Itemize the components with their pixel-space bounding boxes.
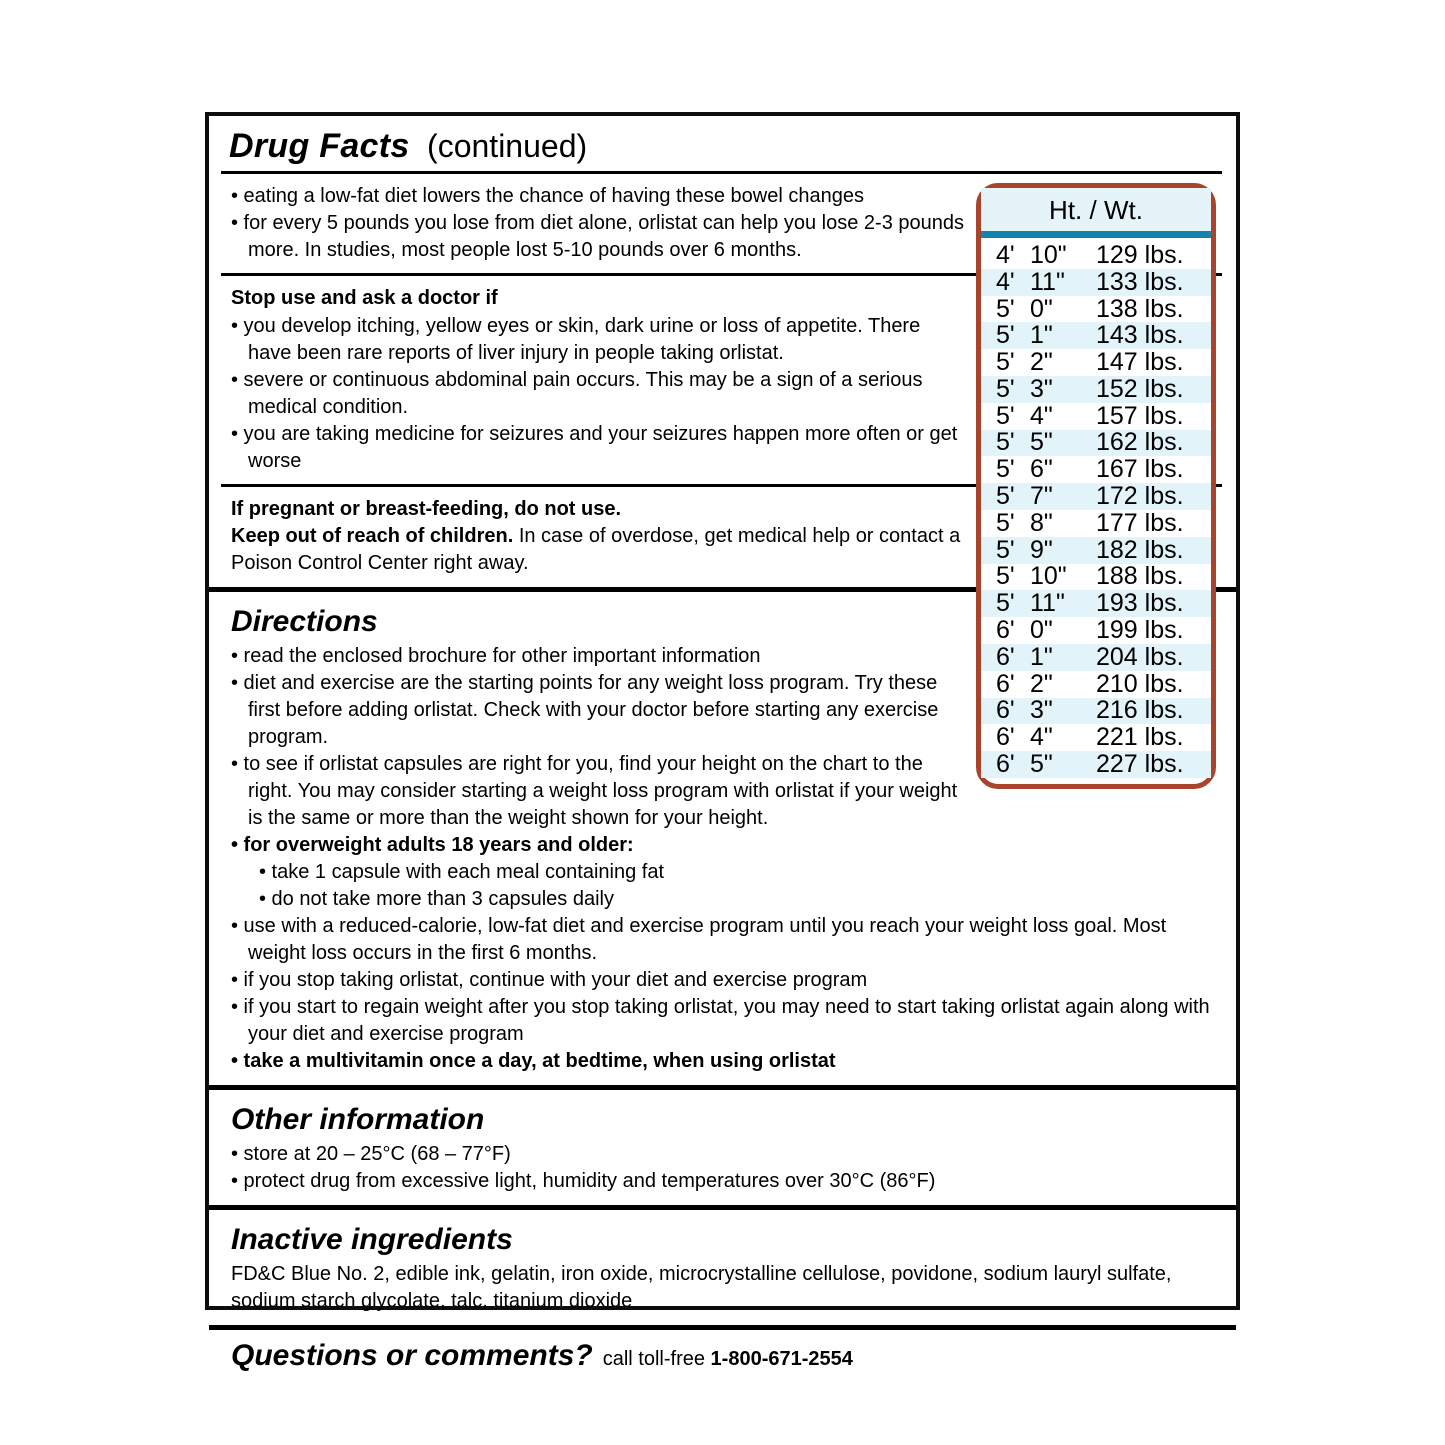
height-inches: 11" [1030, 267, 1065, 296]
height-inches: 6" [1030, 455, 1053, 484]
drug-facts-continued: (continued) [427, 128, 588, 164]
height-inches: 0" [1030, 294, 1053, 323]
height-feet: 5' [996, 348, 1015, 377]
inactive-ingredients-heading: Inactive ingredients [231, 1223, 513, 1256]
bullet-item: • read the enclosed brochure for other important information [231, 645, 761, 667]
table-row [981, 644, 1211, 671]
section-questions [209, 1336, 1236, 1381]
height-inches: 3" [1030, 696, 1053, 725]
label-title [209, 116, 1236, 167]
height-feet: 6' [996, 696, 1015, 725]
other-information-heading: Other information [231, 1103, 485, 1136]
section-inactive-ingredients [209, 1216, 1236, 1319]
section-other-information [209, 1096, 1236, 1199]
bullet-item: • take a multivitamin once a day, at bedtime, when using orlistat [231, 1050, 836, 1072]
weight-value: 216 lbs. [1096, 696, 1184, 725]
height-feet: 5' [996, 428, 1015, 457]
bullet-item: • severe or continuous abdominal pain occurs. This may be a sign of a serious medical condition. [231, 369, 923, 418]
bullet-item: • you are taking medicine for seizures and your seizures happen more often or get worse [231, 423, 958, 472]
inactive-ingredients-text: FD&C Blue No. 2, edible ink, gelatin, iron oxide, microcrystalline cellulose, povidone, sodium lauryl sulfate, sodium starch glycolate, talc, titanium dioxide [231, 1263, 1172, 1312]
table-row [981, 322, 1211, 349]
weight-value: 188 lbs. [1096, 562, 1184, 591]
weight-value: 177 lbs. [1096, 508, 1184, 537]
height-inches: 10" [1030, 240, 1067, 269]
height-inches: 10" [1030, 562, 1067, 591]
weight-value: 157 lbs. [1096, 401, 1184, 430]
height-weight-chart-rule [981, 231, 1211, 238]
height-weight-chart-header: Ht. / Wt. [981, 188, 1211, 231]
weight-value: 129 lbs. [1096, 240, 1184, 269]
bullet-item: • for every 5 pounds you lose from diet alone, orlistat can help you lose 2-3 pounds more. In studies, most people lost 5-10 pounds over 6 months. [231, 212, 964, 261]
height-inches: 4" [1030, 401, 1053, 430]
weight-value: 172 lbs. [1096, 482, 1184, 511]
height-inches: 2" [1030, 669, 1053, 698]
height-feet: 5' [996, 535, 1015, 564]
height-inches: 2" [1030, 348, 1053, 377]
pregnancy-warning: If pregnant or breast-feeding, do not use. [231, 498, 622, 520]
weight-value: 167 lbs. [1096, 455, 1184, 484]
weight-value: 143 lbs. [1096, 321, 1184, 350]
section-divider [209, 1205, 1236, 1210]
height-feet: 6' [996, 750, 1015, 779]
drug-facts-label [205, 112, 1240, 1372]
weight-value: 193 lbs. [1096, 589, 1184, 618]
weight-value: 133 lbs. [1096, 267, 1184, 296]
height-inches: 1" [1030, 321, 1053, 350]
bullet-item: • diet and exercise are the starting points for any weight loss program. Try these first before adding orlistat. Check with your doctor before starting any exercise program. [231, 672, 939, 748]
height-feet: 4' [996, 240, 1015, 269]
height-inches: 3" [1030, 374, 1053, 403]
height-feet: 5' [996, 482, 1015, 511]
height-feet: 5' [996, 321, 1015, 350]
questions-heading: Questions or comments? [231, 1339, 593, 1372]
weight-value: 147 lbs. [1096, 348, 1184, 377]
height-feet: 5' [996, 455, 1015, 484]
height-feet: 5' [996, 401, 1015, 430]
bullet-item: • you develop itching, yellow eyes or skin, dark urine or loss of appetite. There have been rare reports of liver injury in people taking orlistat. [231, 315, 921, 364]
table-row [981, 456, 1211, 483]
height-feet: 5' [996, 374, 1015, 403]
height-feet: 4' [996, 267, 1015, 296]
children-warning-text: In case of overdose, get medical help or contact a Poison Control Center right away. [231, 525, 961, 574]
height-feet: 5' [996, 589, 1015, 618]
table-row [981, 617, 1211, 644]
height-feet: 5' [996, 294, 1015, 323]
table-row [981, 698, 1211, 725]
table-row [981, 724, 1211, 751]
sub-bullet-item: • do not take more than 3 capsules daily [259, 888, 614, 910]
weight-value: 152 lbs. [1096, 374, 1184, 403]
directions-heading: Directions [231, 605, 378, 638]
table-row [981, 376, 1211, 403]
height-feet: 6' [996, 642, 1015, 671]
drug-facts-title: Drug Facts [229, 127, 410, 165]
height-feet: 6' [996, 669, 1015, 698]
section-divider [209, 1325, 1236, 1330]
other-information-bullet-list [231, 1141, 1220, 1195]
table-row [981, 590, 1211, 617]
questions-phone-number: 1-800-671-2554 [710, 1348, 853, 1370]
bullet-item: • if you stop taking orlistat, continue with your diet and exercise program [231, 969, 868, 991]
height-inches: 11" [1030, 589, 1065, 618]
table-row [981, 751, 1211, 778]
weight-value: 221 lbs. [1096, 723, 1184, 752]
bullet-item: • eating a low-fat diet lowers the chance of having these bowel changes [231, 185, 864, 207]
table-row [981, 564, 1211, 591]
height-weight-rows [981, 238, 1211, 784]
weight-value: 138 lbs. [1096, 294, 1184, 323]
weight-value: 199 lbs. [1096, 616, 1184, 645]
sub-bullet-item: • take 1 capsule with each meal containing fat [259, 861, 665, 883]
table-row [981, 671, 1211, 698]
height-weight-chart [976, 183, 1216, 789]
height-inches: 8" [1030, 508, 1053, 537]
questions-text: call toll-free [602, 1348, 711, 1370]
table-row [981, 242, 1211, 269]
table-row [981, 483, 1211, 510]
height-inches: 4" [1030, 723, 1053, 752]
height-feet: 5' [996, 562, 1015, 591]
bullet-item: • use with a reduced-calorie, low-fat diet and exercise program until you reach your weight loss goal. Most weight loss occurs in the first 6 months. [231, 915, 1167, 964]
height-inches: 9" [1030, 535, 1053, 564]
table-row [981, 296, 1211, 323]
bullet-item: • protect drug from excessive light, humidity and temperatures over 30°C (86°F) [231, 1170, 936, 1192]
height-inches: 7" [1030, 482, 1053, 511]
bullet-item: • to see if orlistat capsules are right for you, find your height on the chart to the right. You may consider starting a weight loss program with orlistat if your weight is the same or more than the weight shown for your height. [231, 753, 958, 829]
height-inches: 5" [1030, 750, 1053, 779]
label-content [209, 174, 1236, 1381]
stop-use-heading: Stop use and ask a doctor if [231, 287, 498, 309]
weight-value: 227 lbs. [1096, 750, 1184, 779]
height-inches: 1" [1030, 642, 1053, 671]
height-feet: 5' [996, 508, 1015, 537]
height-feet: 6' [996, 723, 1015, 752]
section-divider [209, 1085, 1236, 1090]
height-feet: 6' [996, 616, 1015, 645]
height-inches: 0" [1030, 616, 1053, 645]
table-row [981, 430, 1211, 457]
table-row [981, 403, 1211, 430]
table-row [981, 537, 1211, 564]
weight-value: 162 lbs. [1096, 428, 1184, 457]
weight-value: 204 lbs. [1096, 642, 1184, 671]
table-row [981, 510, 1211, 537]
bullet-item: • for overweight adults 18 years and older: [231, 834, 634, 856]
table-row [981, 349, 1211, 376]
bullet-item: • store at 20 – 25°C (68 – 77°F) [231, 1143, 511, 1165]
weight-value: 182 lbs. [1096, 535, 1184, 564]
children-warning-bold: Keep out of reach of children. [231, 525, 514, 547]
bullet-item: • if you start to regain weight after you stop taking orlistat, you may need to start taking orlistat again along with your diet and exercise program [231, 996, 1210, 1045]
height-inches: 5" [1030, 428, 1053, 457]
table-row [981, 269, 1211, 296]
weight-value: 210 lbs. [1096, 669, 1184, 698]
